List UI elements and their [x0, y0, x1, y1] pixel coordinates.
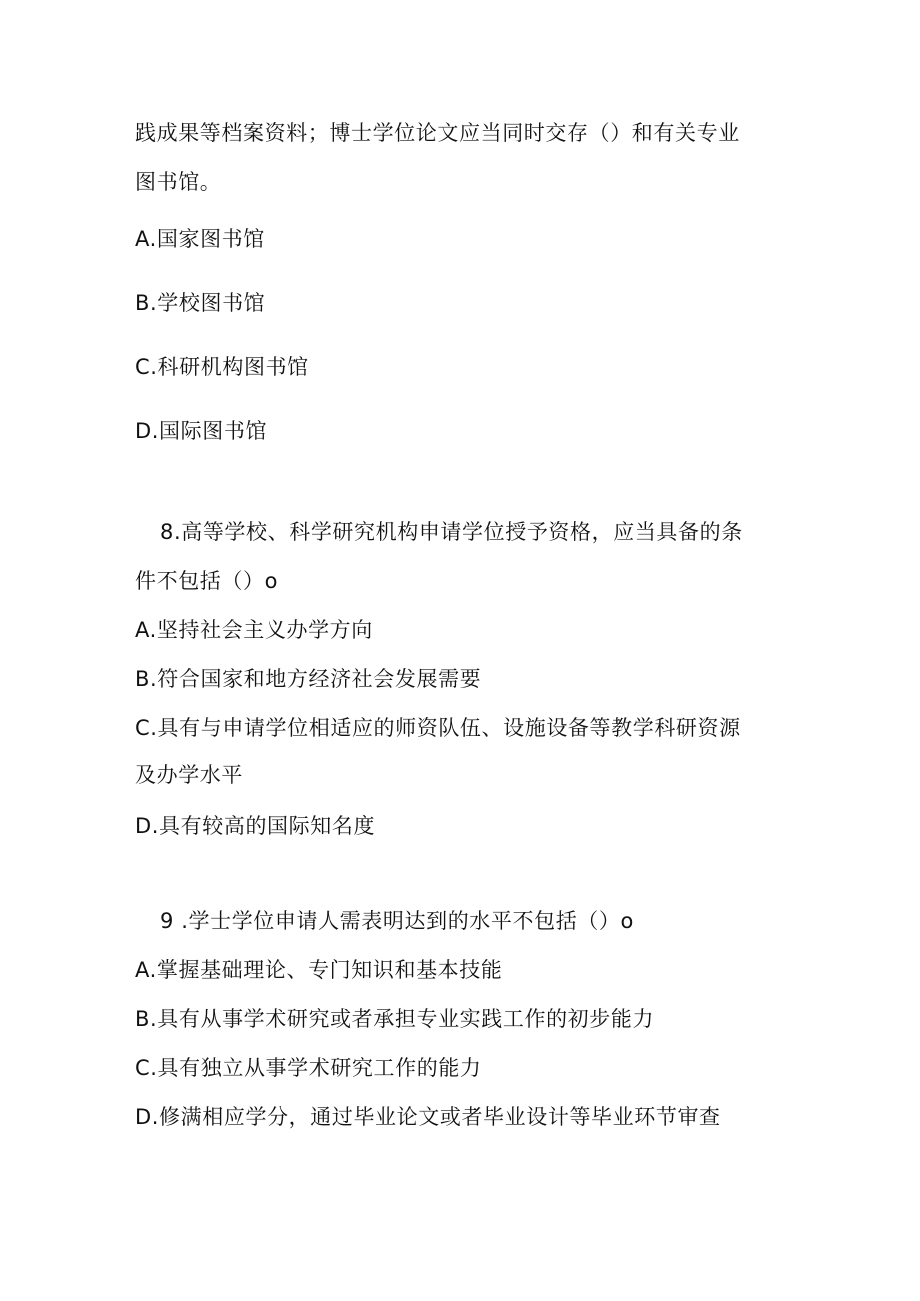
question-8-option-b: B.符合国家和地方经济社会发展需要 [135, 667, 482, 691]
question-8-option-c-line-2: 及办学水平 [135, 763, 243, 787]
question-9-option-a: A.掌握基础理论、专门知识和基本技能 [135, 958, 503, 982]
question-8-option-d: D.具有较高的国际知名度 [135, 814, 376, 838]
question-9-option-d: D.修满相应学分，通过毕业论文或者毕业设计等毕业环节审查 [135, 1105, 721, 1129]
question-8-stem-line-2: 件不包括（）o [135, 569, 279, 593]
question-9-option-c: C.具有独立从事学术研究工作的能力 [135, 1056, 482, 1080]
question-9-stem: 9 .学士学位申请人需表明达到的水平不包括（）o [160, 909, 634, 933]
question-7-option-c: C.科研机构图书馆 [135, 355, 309, 379]
question-7-stem-line-2: 图书馆。 [135, 170, 222, 194]
question-7-option-b: B.学校图书馆 [135, 291, 266, 315]
question-7-option-d: D.国际图书馆 [135, 419, 268, 443]
question-8-stem-line-1: 8.高等学校、科学研究机构申请学位授予资格，应当具备的条 [160, 520, 743, 544]
question-7-option-a: A.国家图书馆 [135, 227, 265, 251]
question-8-option-a: A.坚持社会主义办学方向 [135, 618, 373, 642]
question-8-option-c-line-1: C.具有与申请学位相适应的师资队伍、设施设备等教学科研资源 [135, 716, 741, 740]
question-9-option-b: B.具有从事学术研究或者承担专业实践工作的初步能力 [135, 1007, 655, 1031]
question-7-stem-line-1: 践成果等档案资料；博士学位论文应当同时交存（）和有关专业 [135, 121, 740, 145]
